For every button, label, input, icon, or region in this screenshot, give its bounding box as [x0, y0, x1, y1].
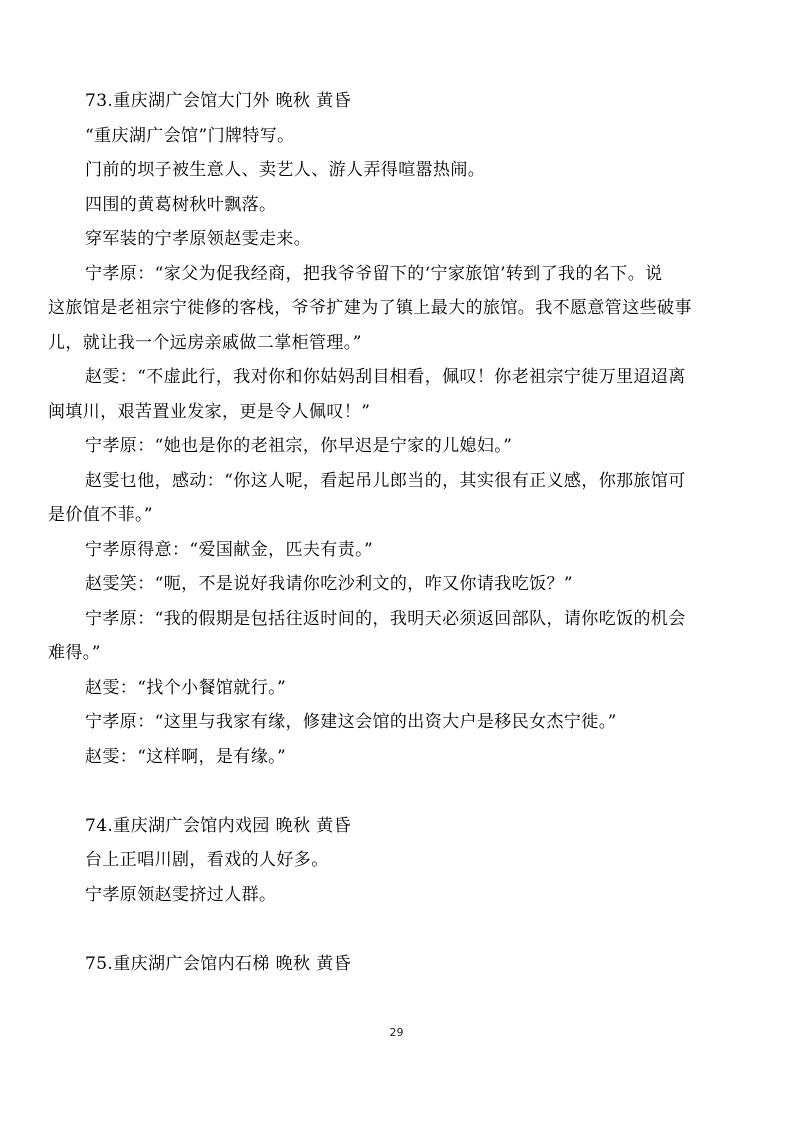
scene-block [48, 809, 748, 913]
scene-gap [48, 912, 748, 947]
script-line: 赵雯乜他，感动：“你这人呢，看起吊儿郎当的，其实很有正义感，你那旅馆可 [85, 470, 686, 491]
script-line: 是价值不菲。” [48, 505, 153, 525]
scene-block [48, 84, 748, 774]
script-line: 宁孝原：“她也是你的老祖宗，你早迟是宁家的儿媳妇。” [85, 436, 513, 456]
script-line: 宁孝原得意：“爱国献金，匹夫有责。” [85, 539, 374, 560]
script-line: 闽填川，艰苦置业发家，更是令人佩叹！” [48, 401, 371, 422]
script-line: 难得。” [48, 643, 101, 663]
script-line: 赵雯：“不虚此行，我对你和你姑妈刮目相看，佩叹！你老祖宗宁徙万里迢迢离 [85, 367, 686, 387]
script-line: 穿军装的宁孝原领赵雯走来。 [85, 229, 312, 249]
scene-heading: 75.重庆湖广会馆内石梯 晚秋 黄昏 [85, 953, 352, 974]
scene-gap [48, 774, 748, 809]
script-line: 宁孝原领赵雯挤过人群。 [85, 884, 277, 905]
scene-block [48, 947, 748, 982]
script-line: 赵雯：“找个小餐馆就行。” [85, 677, 287, 698]
script-line: 这旅馆是老祖宗宁徙修的客栈，爷爷扩建为了镇上最大的旅馆。我不愿意管这些破事 [48, 298, 692, 318]
script-line: 门前的坝子被生意人、卖艺人、游人弄得喧嚣热闹。 [85, 160, 486, 180]
script-line: “重庆湖广会馆”门牌特写。 [85, 125, 295, 146]
script-line: 赵雯笑：“呃，不是说好我请你吃沙利文的，咋又你请我吃饭？” [85, 574, 573, 594]
script-line: 台上正唱川剧，看戏的人好多。 [85, 850, 329, 870]
script-line: 宁孝原：“这里与我家有缘，修建这会馆的出资大户是移民女杰宁徙。” [85, 712, 617, 732]
script-line: 四围的黄葛树秋叶飘落。 [85, 194, 277, 215]
scene-heading: 73.重庆湖广会馆大门外 晚秋 黄昏 [85, 91, 352, 111]
script-line: 宁孝原：“我的假期是包括往返时间的，我明天必须返回部队，请你吃饭的机会 [85, 608, 686, 629]
scene-heading: 74.重庆湖广会馆内戏园 晚秋 黄昏 [85, 815, 352, 836]
script-line: 儿，就让我一个远房亲戚做二掌柜管理。” [48, 332, 362, 353]
script-body [48, 84, 748, 981]
script-line: 赵雯：“这样啊，是有缘。” [85, 746, 287, 767]
script-line: 宁孝原：“家父为促我经商，把我爷爷留下的‘宁家旅馆’转到了我的名下。说 [85, 263, 663, 284]
page-number: 29 [389, 1026, 404, 1039]
